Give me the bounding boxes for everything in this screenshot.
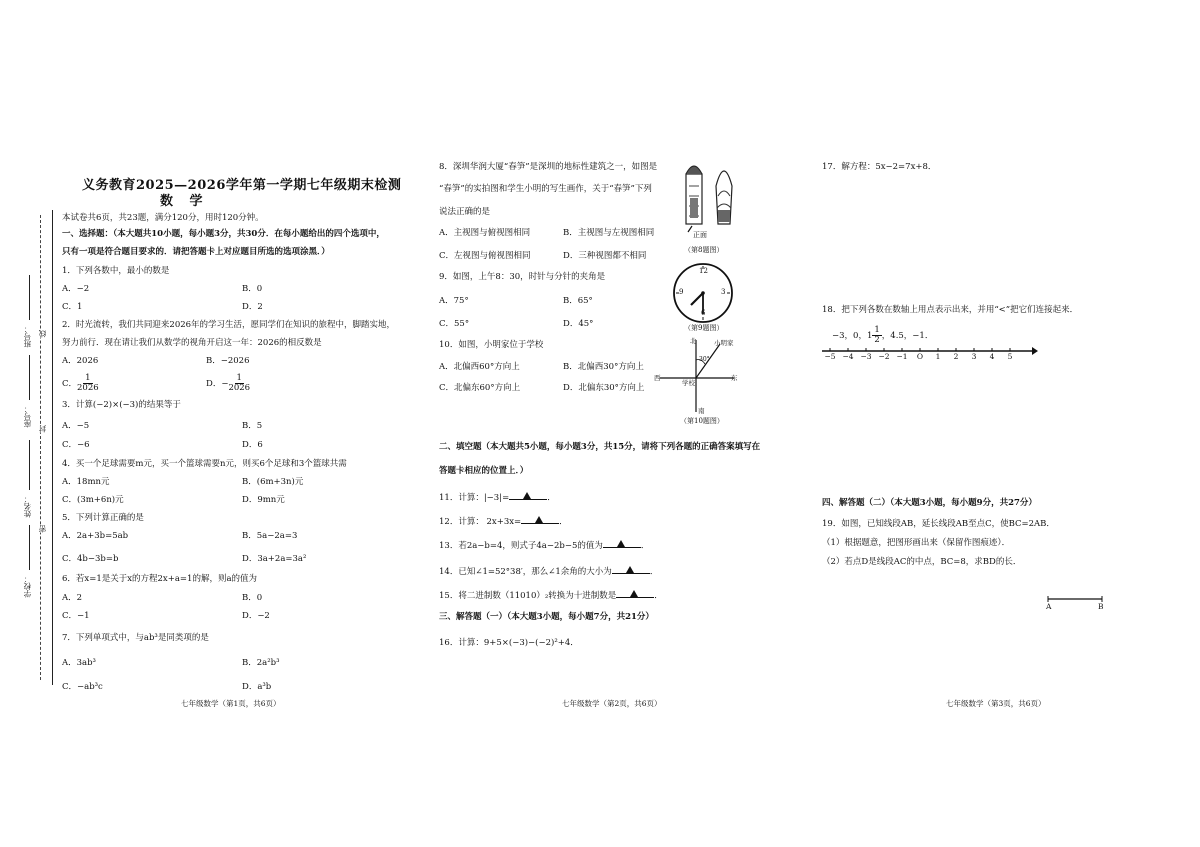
q8-option-b: B．主视图与左视图相同	[563, 228, 655, 238]
clock-num-9: 9	[679, 288, 684, 296]
page-2-footer: 七年级数学（第2页，共6页）	[562, 699, 662, 708]
number-line-labels	[820, 352, 1040, 364]
question-13-text: 13．若2a−b=4，则式子4a−2b−5的值为	[439, 541, 603, 551]
q2-option-a: A．2026	[62, 356, 99, 366]
q5-option-c: C．4b−3b=b	[62, 554, 119, 564]
question-2-cont: 努力前行．现在请让我们从数学的视角开启这一年：2026的相反数是	[62, 338, 322, 348]
q18-numbers-part-a: −3，0，1	[832, 331, 873, 341]
q4-option-b: B．(6m+3n)元	[242, 477, 304, 487]
question-12: 12．计算： 2x+3x= ．	[439, 514, 568, 528]
question-14: 14．已知∠1=52°38′，那么∠1余角的大小为 ．	[439, 564, 658, 578]
side-mark-line: 线	[38, 330, 47, 338]
question-7: 7．下列单项式中，与ab³是同类项的是	[62, 633, 209, 643]
q1-option-c: C．1	[62, 302, 83, 312]
question-3: 3．计算(−2)×(−3)的结果等于	[62, 400, 181, 410]
q2-option-d-fraction	[228, 374, 250, 393]
compass-east: 东	[731, 374, 738, 382]
fraction-denominator: 2026	[77, 383, 99, 393]
page-1	[0, 0, 400, 847]
q2-option-d-label: D．−	[206, 379, 229, 389]
tower-sketch	[716, 171, 732, 224]
q3-option-b: B．5	[242, 421, 263, 431]
q10-caption: （第10题图）	[680, 417, 724, 425]
q1-option-d: D．2	[242, 302, 263, 312]
page-3-footer: 七年级数学（第3页，共6页）	[946, 699, 1046, 708]
answer-blank	[603, 538, 641, 548]
answer-blank	[509, 490, 547, 500]
figure-8-towers	[682, 156, 742, 236]
q3-option-d: D．6	[242, 440, 263, 450]
q6-option-c: C．−1	[62, 611, 90, 621]
q2-option-c-fraction	[77, 374, 99, 393]
page-3	[800, 0, 1200, 847]
compass-south: 南	[698, 407, 705, 415]
exam-title: 义务教育2025—2026学年第一学期七年级期末检测	[82, 178, 402, 193]
number-line-tick-label: 3	[971, 352, 977, 361]
section-1-header-cont: 只有一项是符合题目要求的．请把答题卡上对应题目所选的选项涂黑．）	[62, 247, 330, 257]
question-12-text: 12．计算： 2x+3x=	[439, 517, 522, 527]
q6-option-d: D．−2	[242, 611, 270, 621]
fraction-numerator: 1	[236, 373, 242, 383]
q2-option-b: B．−2026	[206, 356, 250, 366]
answer-blank	[612, 564, 650, 574]
answer-triangle-icon	[535, 516, 543, 523]
q2-option-d	[206, 374, 250, 393]
answer-triangle-icon	[630, 590, 638, 597]
question-4: 4．买一个足球需要m元，买一个篮球需要n元，则买6个足球和3个篮球共需	[62, 459, 347, 469]
answer-triangle-icon	[626, 566, 634, 573]
number-line-tick-label: −1	[896, 352, 908, 361]
number-line-tick-label: −5	[824, 352, 836, 361]
clock-num-12: 12	[699, 267, 708, 275]
clock-num-6: 6	[701, 309, 706, 317]
question-17: 17．解方程：5x−2=7x+8．	[822, 162, 937, 172]
q5-option-b: B．5a−2a=3	[242, 531, 298, 541]
q9-option-d: D．45°	[563, 319, 594, 329]
side-label-school: 学校：	[23, 575, 32, 598]
q1-option-b: B．0	[242, 284, 263, 294]
number-line-tick-label: −2	[878, 352, 890, 361]
number-line-tick-label: 4	[989, 352, 995, 361]
question-13: 13．若2a−b=4，则式子4a−2b−5的值为 ．	[439, 538, 649, 552]
answer-triangle-icon	[523, 492, 531, 499]
question-16: 16．计算：9+5×(−3)−(−2)²+4．	[439, 638, 579, 648]
fraction-numerator: 1	[874, 325, 880, 335]
question-9: 9．如图，上午8：30，时针与分针的夹角是	[439, 272, 606, 282]
question-15: 15．将二进制数（11010）₂转换为十进制数是 ．	[439, 588, 663, 602]
q8-option-d: D．三种视图都不相同	[563, 251, 647, 261]
number-line-tick-label: O	[916, 352, 924, 361]
question-18: 18．把下列各数在数轴上用点表示出来，并用“<”把它们连接起来．	[822, 305, 1079, 315]
q7-option-a: A．3ab³	[62, 658, 96, 668]
fraction-numerator: 1	[85, 373, 91, 383]
tower-photo	[686, 166, 702, 224]
question-19: 19．如图，已知线段AB，延长线段AB至点C，使BC=2AB．	[822, 519, 1055, 529]
q7-option-c: C．−ab³c	[62, 682, 103, 692]
section-2-header: 二、填空题（本大题共5小题，每小题3分，共15分，请将下列各题的正确答案填写在	[439, 442, 761, 452]
q18-numbers-part-b: ，4.5，−1．	[881, 331, 934, 341]
q6-option-a: A．2	[62, 593, 83, 603]
answer-blank	[521, 514, 559, 524]
q8-caption: （第8题图）	[684, 246, 724, 254]
answer-triangle-icon	[617, 540, 625, 547]
side-mark-seal: 封	[38, 425, 47, 433]
compass-west: 西	[654, 374, 661, 382]
q8-front-label: 正面	[693, 231, 707, 239]
q6-option-b: B．0	[242, 593, 263, 603]
compass-home: 小明家	[714, 339, 734, 347]
question-10: 10．如图，小明家位于学校	[439, 340, 544, 350]
side-label-seat: 座号：	[23, 405, 32, 428]
q9-caption: （第9题图）	[684, 324, 724, 332]
number-line-tick-label: −4	[842, 352, 854, 361]
question-8: 8．深圳华润大厦“春笋”是深圳的地标性建筑之一，如图是	[439, 162, 658, 172]
q4-option-a: A．18mn元	[62, 477, 110, 487]
page-1-footer: 七年级数学（第1页，共6页）	[181, 699, 281, 708]
segment-label-b: B	[1098, 602, 1104, 611]
question-8-cont-2: 说法正确的是	[439, 207, 491, 217]
question-6: 6．若x=1是关于x的方程2x+a=1的解，则a的值为	[62, 574, 258, 584]
q1-option-a: A．−2	[62, 284, 90, 294]
question-5: 5．下列计算正确的是	[62, 513, 144, 523]
compass-north: 北	[690, 337, 697, 345]
q7-option-b: B．2a²b³	[242, 658, 280, 668]
section-2-header-cont: 答题卡相应的位置上．）	[439, 466, 529, 476]
q10-option-c: C．北偏东60°方向上	[439, 383, 521, 393]
question-15-text: 15．将二进制数（11010）₂转换为十进制数是	[439, 591, 617, 601]
answer-blank	[616, 588, 654, 598]
clock-num-3: 3	[721, 288, 726, 296]
section-3-header: 三、解答题（一）（本大题3小题，每小题7分，共21分）	[439, 612, 654, 622]
question-8-cont: “春笋”的实拍图和学生小明的写生画作，关于“春笋”下列	[439, 184, 652, 194]
compass-angle: 30°	[699, 356, 710, 363]
q10-option-a: A．北偏西60°方向上	[439, 362, 520, 372]
q9-option-b: B．65°	[563, 296, 593, 306]
q18-fraction	[872, 326, 881, 345]
question-19-part-1: （1）根据题意，把图形画出来（保留作图痕迹）．	[822, 538, 1011, 548]
q3-option-a: A．−5	[62, 421, 90, 431]
page-2	[400, 0, 800, 847]
number-line-tick-label: 5	[1007, 352, 1013, 361]
q10-option-b: B．北偏西30°方向上	[563, 362, 644, 372]
q7-option-d: D．a³b	[242, 682, 272, 692]
fraction-denominator: 2	[874, 335, 880, 345]
section-4-header: 四、解答题（二）（本大题3小题，每小题9分，共27分）	[822, 498, 1037, 508]
binding-line	[40, 215, 41, 680]
side-label-name: 姓名：	[23, 495, 32, 518]
side-blank-class	[29, 275, 30, 320]
q8-option-c: C．左视图与俯视图相同	[439, 251, 531, 261]
compass-school: 学校	[682, 379, 695, 387]
side-blank-name	[29, 440, 30, 490]
side-blank-seat	[29, 355, 30, 400]
q2-option-c-label: C．	[62, 379, 78, 389]
side-blank-school	[29, 525, 30, 570]
question-2: 2．时光流转，我们共同迎来2026年的学习生活，愿同学们在知识的旅程中，脚踏实地，	[62, 320, 396, 330]
q8-option-a: A．主视图与俯视图相同	[439, 228, 531, 238]
question-14-text: 14．已知∠1=52°38′，那么∠1余角的大小为	[439, 567, 612, 577]
subject-title: 数 学	[160, 194, 209, 209]
q5-option-d: D．3a+2a=3a²	[242, 554, 307, 564]
exam-intro: 本试卷共6页，共23题，满分120分，用时120分钟。	[62, 213, 264, 223]
front-arrow	[688, 226, 692, 232]
question-1: 1．下列各数中，最小的数是	[62, 266, 170, 276]
fraction-denominator: 2026	[228, 383, 251, 393]
question-11-text: 11．计算：|−3|=	[439, 493, 510, 503]
q5-option-a: A．2a+3b=5ab	[62, 531, 129, 541]
q9-option-a: A．75°	[439, 296, 469, 306]
question-19-part-2: （2）若点D是线段AC的中点，BC=8，求BD的长．	[822, 557, 1022, 567]
q4-option-d: D．9mn元	[242, 495, 285, 505]
side-mark-close: 密	[38, 525, 47, 533]
number-line-tick-label: 1	[935, 352, 941, 361]
q10-option-d: D．北偏东30°方向上	[563, 383, 645, 393]
q3-option-c: C．−6	[62, 440, 90, 450]
q18-numbers	[832, 326, 933, 345]
segment-ab	[1046, 595, 1106, 603]
q2-option-c	[62, 374, 99, 393]
binding-line-solid	[52, 210, 53, 685]
side-label-class: 班号：	[23, 325, 32, 348]
q4-option-c: C．(3m+6n)元	[62, 495, 124, 505]
segment-label-a: A	[1046, 602, 1052, 611]
number-line-tick-label: −3	[860, 352, 872, 361]
question-11: 11．计算：|−3|= ．	[439, 490, 556, 504]
section-1-header: 一、选择题：（本大题共10小题，每小题3分，共30分．在每小题给出的四个选项中，	[62, 229, 385, 239]
number-line-tick-label: 2	[953, 352, 959, 361]
q9-option-c: C．55°	[439, 319, 470, 329]
